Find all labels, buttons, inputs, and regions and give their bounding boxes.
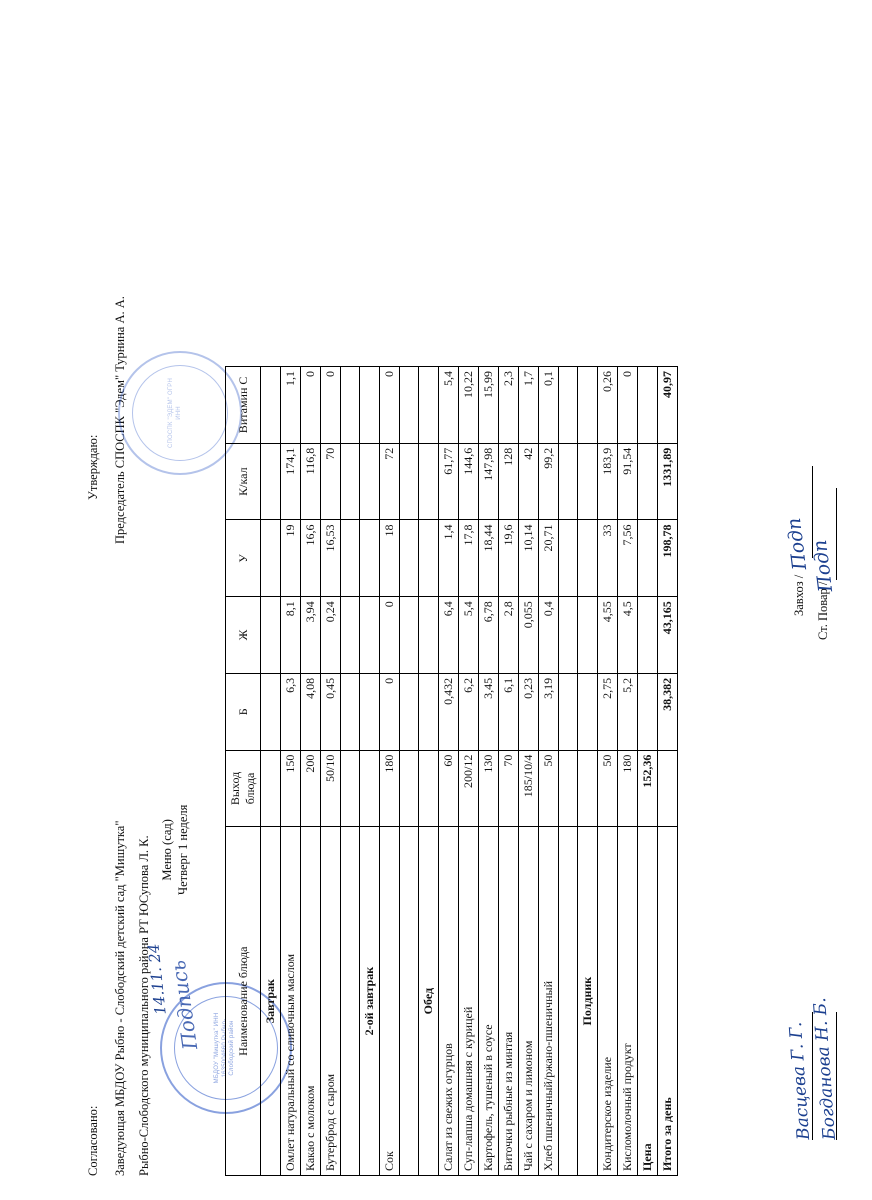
menu-title-line1: Меню (сад): [160, 819, 174, 881]
stamp-kindergarten-text: МБДОУ "Мишутка" ИНН 1635004660 Рыбно-Слободский район: [214, 1012, 235, 1084]
kcal-value: 99,2: [539, 443, 559, 520]
output-value: 50: [539, 750, 559, 827]
carbs-value: 198,78: [658, 520, 678, 597]
empty-cell: [559, 597, 578, 674]
vitamin-c-value: 2,3: [499, 367, 519, 444]
handwritten-date: 14.11. 24: [144, 942, 170, 1016]
empty-cell: [341, 597, 360, 674]
kcal-value: 183,9: [598, 443, 618, 520]
table-row: [439, 367, 459, 1176]
stamp-spospk-text: СПОСПК "ЭДЕМ" ОГРН ИНН: [168, 377, 182, 449]
label-soglasovano: Согласовано:: [86, 1105, 100, 1176]
empty-cell: [400, 367, 419, 444]
output-value: 150: [281, 750, 301, 827]
table-row: [281, 367, 301, 1176]
handwritten-signature-left: Подпись: [165, 958, 203, 1052]
empty-cell: [578, 443, 598, 520]
table-blank-row: [559, 367, 578, 1176]
col-header-carbs: У: [226, 520, 261, 597]
empty-cell: [578, 673, 598, 750]
vitamin-c-value: [638, 367, 658, 444]
col-header-output: Выход блюда: [226, 750, 261, 827]
fat-value: 4,55: [598, 597, 618, 674]
fat-value: [638, 597, 658, 674]
fat-value: 0,24: [321, 597, 341, 674]
empty-cell: [261, 520, 281, 597]
table-blank-row: [400, 367, 419, 1176]
empty-cell: [261, 367, 281, 444]
empty-cell: [419, 367, 439, 444]
output-value: 70: [499, 750, 519, 827]
empty-cell: [400, 443, 419, 520]
col-header-dish: Наименование блюда: [226, 827, 261, 1176]
empty-cell: [419, 673, 439, 750]
output-value: 185/10/4: [519, 750, 539, 827]
dish-name: Сок: [380, 827, 400, 1176]
table-section-row: [261, 367, 281, 1176]
empty-cell: [360, 520, 380, 597]
empty-cell: [559, 673, 578, 750]
empty-cell: [559, 367, 578, 444]
kcal-value: 144,6: [459, 443, 479, 520]
empty-cell: [261, 750, 281, 827]
dish-name: Кондитерское изделие: [598, 827, 618, 1176]
col-header-protein: Б: [226, 673, 261, 750]
empty-cell: [341, 827, 360, 1176]
output-value: 60: [439, 750, 459, 827]
empty-cell: [400, 520, 419, 597]
output-value: 200/12: [459, 750, 479, 827]
vitamin-c-value: 10,22: [459, 367, 479, 444]
dish-name: Какао с молоком: [301, 827, 321, 1176]
protein-value: 0,432: [439, 673, 459, 750]
protein-value: 0,23: [519, 673, 539, 750]
menu-title-line2: Четверг 1 неделя: [175, 804, 190, 895]
vitamin-c-value: 40,97: [658, 367, 678, 444]
carbs-value: 18: [380, 520, 400, 597]
fat-value: 2,8: [499, 597, 519, 674]
output-value: 152,36: [638, 750, 658, 827]
section-label: Завтрак: [261, 827, 281, 1176]
empty-cell: [559, 520, 578, 597]
kcal-value: 174,1: [281, 443, 301, 520]
kcal-value: 1331,89: [658, 443, 678, 520]
empty-cell: [419, 597, 439, 674]
table-row: [539, 367, 559, 1176]
table-total-row: [658, 367, 678, 1176]
empty-cell: [400, 750, 419, 827]
vitamin-c-value: 5,4: [439, 367, 459, 444]
col-header-kcal: К/кал: [226, 443, 261, 520]
fat-value: 0: [380, 597, 400, 674]
empty-cell: [341, 673, 360, 750]
dish-name: Биточки рыбные из минтая: [499, 827, 519, 1176]
empty-cell: [400, 597, 419, 674]
empty-cell: [261, 673, 281, 750]
output-value: [658, 750, 678, 827]
output-value: 130: [479, 750, 499, 827]
dish-name: Суп-лапша домашняя с курицей: [459, 827, 479, 1176]
empty-cell: [419, 443, 439, 520]
protein-value: 3,19: [539, 673, 559, 750]
protein-value: 6,3: [281, 673, 301, 750]
dish-name: Кисломолочный продукт: [618, 827, 638, 1176]
carbs-value: 18,44: [479, 520, 499, 597]
carbs-value: [638, 520, 658, 597]
label-district: Рыбно-Слободского муниципального района РТ ЮСупова Л. К.: [137, 835, 151, 1176]
signature-line-4: [836, 488, 837, 580]
empty-cell: [360, 673, 380, 750]
output-value: 200: [301, 750, 321, 827]
empty-cell: [559, 443, 578, 520]
vitamin-c-value: 0,26: [598, 367, 618, 444]
carbs-value: 20,71: [539, 520, 559, 597]
empty-cell: [261, 597, 281, 674]
fat-value: 4,5: [618, 597, 638, 674]
kcal-value: 61,77: [439, 443, 459, 520]
protein-value: 3,45: [479, 673, 499, 750]
output-value: 50: [598, 750, 618, 827]
kcal-value: 128: [499, 443, 519, 520]
empty-cell: [360, 367, 380, 444]
carbs-value: 7,56: [618, 520, 638, 597]
table-row: [598, 367, 618, 1176]
empty-cell: [578, 750, 598, 827]
kcal-value: 147,98: [479, 443, 499, 520]
dish-name: Омлет натуральный со сливочным маслом: [281, 827, 301, 1176]
protein-value: 6,2: [459, 673, 479, 750]
output-value: 180: [618, 750, 638, 827]
carbs-value: 16,53: [321, 520, 341, 597]
vitamin-c-value: 0: [380, 367, 400, 444]
kcal-value: 72: [380, 443, 400, 520]
stamp-spospk: [118, 351, 242, 475]
vitamin-c-value: 15,99: [479, 367, 499, 444]
kcal-value: [638, 443, 658, 520]
col-header-vitamin-c: Витамин С: [226, 367, 261, 444]
carbs-value: 19,6: [499, 520, 519, 597]
empty-cell: [360, 597, 380, 674]
table-section-row: [578, 367, 598, 1176]
empty-cell: [360, 750, 380, 827]
protein-value: [638, 673, 658, 750]
section-label: Полдник: [578, 827, 598, 1176]
output-value: 50/10: [321, 750, 341, 827]
kcal-value: 42: [519, 443, 539, 520]
empty-cell: [559, 750, 578, 827]
handwritten-name-1: Васцева Г. Г.: [785, 1021, 815, 1141]
table-row: [519, 367, 539, 1176]
carbs-value: 1,4: [439, 520, 459, 597]
handwritten-povar-signature: Подп: [808, 538, 838, 594]
fat-value: 6,78: [479, 597, 499, 674]
fat-value: 8,1: [281, 597, 301, 674]
dish-name: Итого за день: [658, 827, 678, 1176]
empty-cell: [341, 520, 360, 597]
protein-value: 0: [380, 673, 400, 750]
table-row: [321, 367, 341, 1176]
fat-value: 3,94: [301, 597, 321, 674]
section-label: 2-ой завтрак: [360, 827, 380, 1176]
fat-value: 43,165: [658, 597, 678, 674]
carbs-value: 17,8: [459, 520, 479, 597]
table-row: [499, 367, 519, 1176]
protein-value: 0,45: [321, 673, 341, 750]
empty-cell: [578, 520, 598, 597]
vitamin-c-value: 0,1: [539, 367, 559, 444]
kcal-value: 91,54: [618, 443, 638, 520]
label-chairman: Председатель СПОСПК "Эдем" Турнина А. А.: [113, 296, 127, 544]
col-header-fat: Ж: [226, 597, 261, 674]
carbs-value: 10,14: [519, 520, 539, 597]
empty-cell: [400, 673, 419, 750]
table-price-row: [638, 367, 658, 1176]
empty-cell: [578, 367, 598, 444]
table-blank-row: [341, 367, 360, 1176]
empty-cell: [578, 597, 598, 674]
table-row: [618, 367, 638, 1176]
carbs-value: 19: [281, 520, 301, 597]
menu-table: [225, 366, 678, 1176]
empty-cell: [419, 520, 439, 597]
table-section-row: [360, 367, 380, 1176]
empty-cell: [559, 827, 578, 1176]
dish-name: Картофель, тушеный в соусе: [479, 827, 499, 1176]
label-utverzhdayu: Утверждаю:: [86, 434, 100, 500]
handwritten-zavhoz-signature: Подп: [782, 516, 812, 572]
fat-value: 5,4: [459, 597, 479, 674]
empty-cell: [360, 443, 380, 520]
vitamin-c-value: 1,7: [519, 367, 539, 444]
vitamin-c-value: 0: [301, 367, 321, 444]
vitamin-c-value: 0: [618, 367, 638, 444]
table-row: [301, 367, 321, 1176]
empty-cell: [261, 443, 281, 520]
carbs-value: 33: [598, 520, 618, 597]
dish-name: Бутерброд с сыром: [321, 827, 341, 1176]
kcal-value: 70: [321, 443, 341, 520]
dish-name: Салат из свежих огурцов: [439, 827, 459, 1176]
protein-value: 5,2: [618, 673, 638, 750]
vitamin-c-value: 1,1: [281, 367, 301, 444]
table-row: [479, 367, 499, 1176]
empty-cell: [419, 750, 439, 827]
empty-cell: [400, 827, 419, 1176]
output-value: 180: [380, 750, 400, 827]
fat-value: 6,4: [439, 597, 459, 674]
vitamin-c-value: 0: [321, 367, 341, 444]
empty-cell: [341, 367, 360, 444]
section-label: Обед: [419, 827, 439, 1176]
table-row: [380, 367, 400, 1176]
table-row: [459, 367, 479, 1176]
dish-name: Хлеб пшеничный/ржано-пшеничный: [539, 827, 559, 1176]
fat-value: 0,4: [539, 597, 559, 674]
label-povar: Ст. Повар /: [816, 581, 830, 640]
carbs-value: 16,6: [301, 520, 321, 597]
empty-cell: [341, 750, 360, 827]
label-zavhoz: Завхоз /: [792, 574, 806, 616]
menu-title: [160, 805, 191, 895]
dish-name: Цена: [638, 827, 658, 1176]
empty-cell: [341, 443, 360, 520]
protein-value: 4,08: [301, 673, 321, 750]
table-header-row: [226, 367, 261, 1176]
protein-value: 38,382: [658, 673, 678, 750]
handwritten-name-2: Богданова Н. Б.: [810, 996, 840, 1141]
kcal-value: 116,8: [301, 443, 321, 520]
protein-value: 6,1: [499, 673, 519, 750]
protein-value: 2,75: [598, 673, 618, 750]
fat-value: 0,055: [519, 597, 539, 674]
label-institution: Заведующая МБДОУ Рыбно - Слободский детский сад "Мишутка": [113, 820, 127, 1176]
dish-name: Чай с сахаром и лимоном: [519, 827, 539, 1176]
table-section-row: [419, 367, 439, 1176]
